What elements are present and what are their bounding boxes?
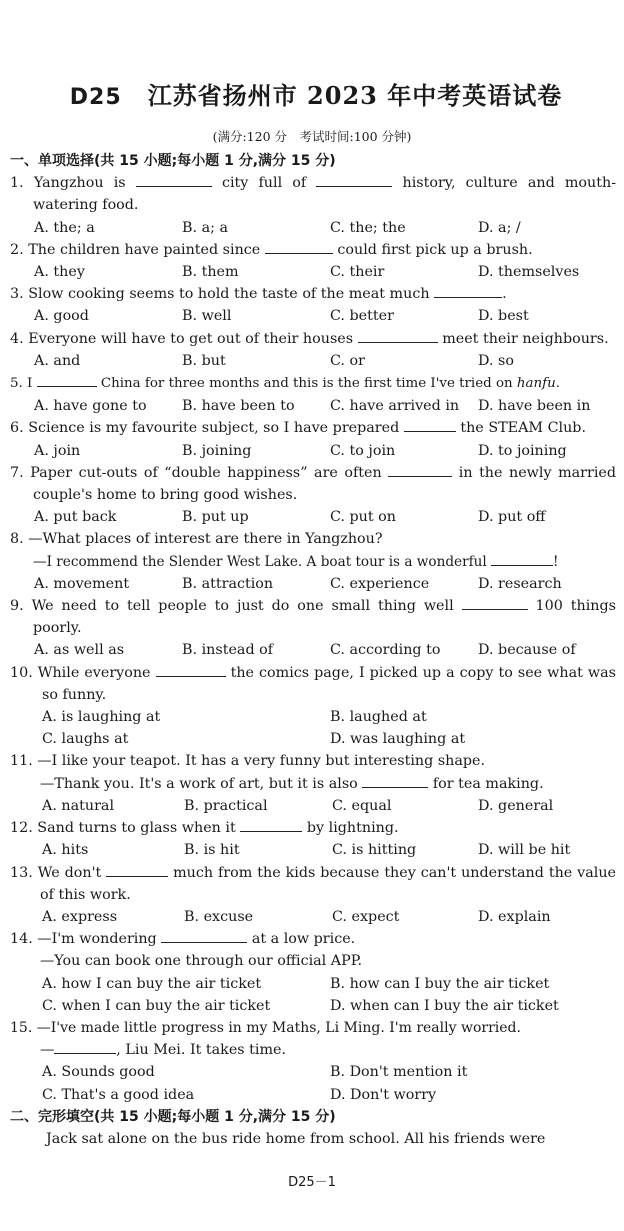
options-3: A. good B. well C. better D. best <box>34 308 529 325</box>
question-11: 11. —I like your teapot. It has a very funny but interesting shape. <box>10 753 486 770</box>
question-1: 1. Yangzhou is city full of history, culture and mouth-watering food. <box>10 172 616 216</box>
exam-subtitle: (满分:120 分 考试时间:100 分钟) <box>212 129 412 144</box>
question-12: 12. Sand turns to glass when it by lightning. <box>10 817 616 839</box>
section-heading-single-choice: 一、单项选择(共 15 小题;每小题 1 分,满分 15 分) <box>10 153 336 169</box>
question-11-line-2: —Thank you. It's a work of art, but it is also for tea making. <box>10 773 616 795</box>
options-11: A. natural B. practical C. equal D. general <box>42 797 554 814</box>
options-1: A. the; a B. a; a C. the; the D. a; / <box>34 219 521 236</box>
options-15: A. Sounds good B. Don't mention it C. That's a good idea D. Don't worry <box>42 1064 468 1103</box>
question-5: 5. I China for three months and this is the first time I've tried on hanfu. <box>10 372 616 395</box>
options-7: A. put back B. put up C. put on D. put off <box>34 509 546 526</box>
options-4: A. and B. but C. or D. so <box>34 352 514 369</box>
options-2: A. they B. them C. their D. themselves <box>34 264 580 281</box>
options-6: A. join B. joining C. to join D. to joining <box>34 442 567 459</box>
question-15: 15. —I've made little progress in my Maths, Li Ming. I'm really worried. <box>10 1019 521 1036</box>
question-6: 6. Science is my favourite subject, so I have prepared the STEAM Club. <box>10 417 616 439</box>
question-4: 4. Everyone will have to get out of their houses meet their neighbours. <box>10 328 616 350</box>
question-14-line-2: —You can book one through our official APP. <box>40 953 363 970</box>
options-8: A. movement B. attraction C. experience D. research <box>34 575 562 592</box>
question-8: 8. —What places of interest are there in Yangzhou? <box>10 531 383 548</box>
question-13: 13. We don't much from the kids because they can't understand the value of this work. <box>10 862 616 906</box>
options-9: A. as well as B. instead of C. according to D. because of <box>34 642 576 659</box>
options-5: A. have gone to B. have been to C. have arrived in D. have been in <box>34 398 591 415</box>
options-12: A. hits B. is hit C. is hitting D. will be hit <box>42 842 571 859</box>
question-9: 9. We need to tell people to just do one small thing well 100 things poorly. <box>10 595 616 639</box>
exam-content <box>10 150 616 1150</box>
question-2: 2. The children have painted since could first pick up a brush. <box>10 239 616 261</box>
question-14: 14. —I'm wondering at a low price. <box>10 928 616 950</box>
options-14: A. how I can buy the air ticket B. how can I buy the air ticket C. when I can buy the air ticket D. when can I buy the air ticket <box>42 975 559 1014</box>
question-3: 3. Slow cooking seems to hold the taste of the meat much . <box>10 283 616 305</box>
question-15-line-2: — , Liu Mei. It takes time. <box>10 1039 616 1061</box>
paper-badge: D25 <box>62 85 130 110</box>
question-7: 7. Paper cut-outs of “double happiness” are often in the newly married couple's home to bring good wishes. <box>10 462 616 506</box>
options-10: A. is laughing at B. laughed at C. laughs at D. was laughing at <box>42 709 466 748</box>
title-text: 江苏省扬州市 2023 年中考英语试卷 <box>147 81 563 110</box>
section-heading-cloze: 二、完形填空(共 15 小题;每小题 1 分,满分 15 分) <box>10 1108 336 1125</box>
question-8-line-2: —I recommend the Slender West Lake. A boat tour is a wonderful ! <box>10 551 616 573</box>
exam-title <box>0 76 624 111</box>
options-13: A. express B. excuse C. expect D. explain <box>42 908 551 925</box>
question-10: 10. While everyone the comics page, I picked up a copy to see what was so funny. <box>10 662 616 706</box>
cloze-passage: Jack sat alone on the bus ride home from school. All his friends were <box>46 1130 546 1147</box>
page-number: D25－1 <box>288 1175 336 1190</box>
